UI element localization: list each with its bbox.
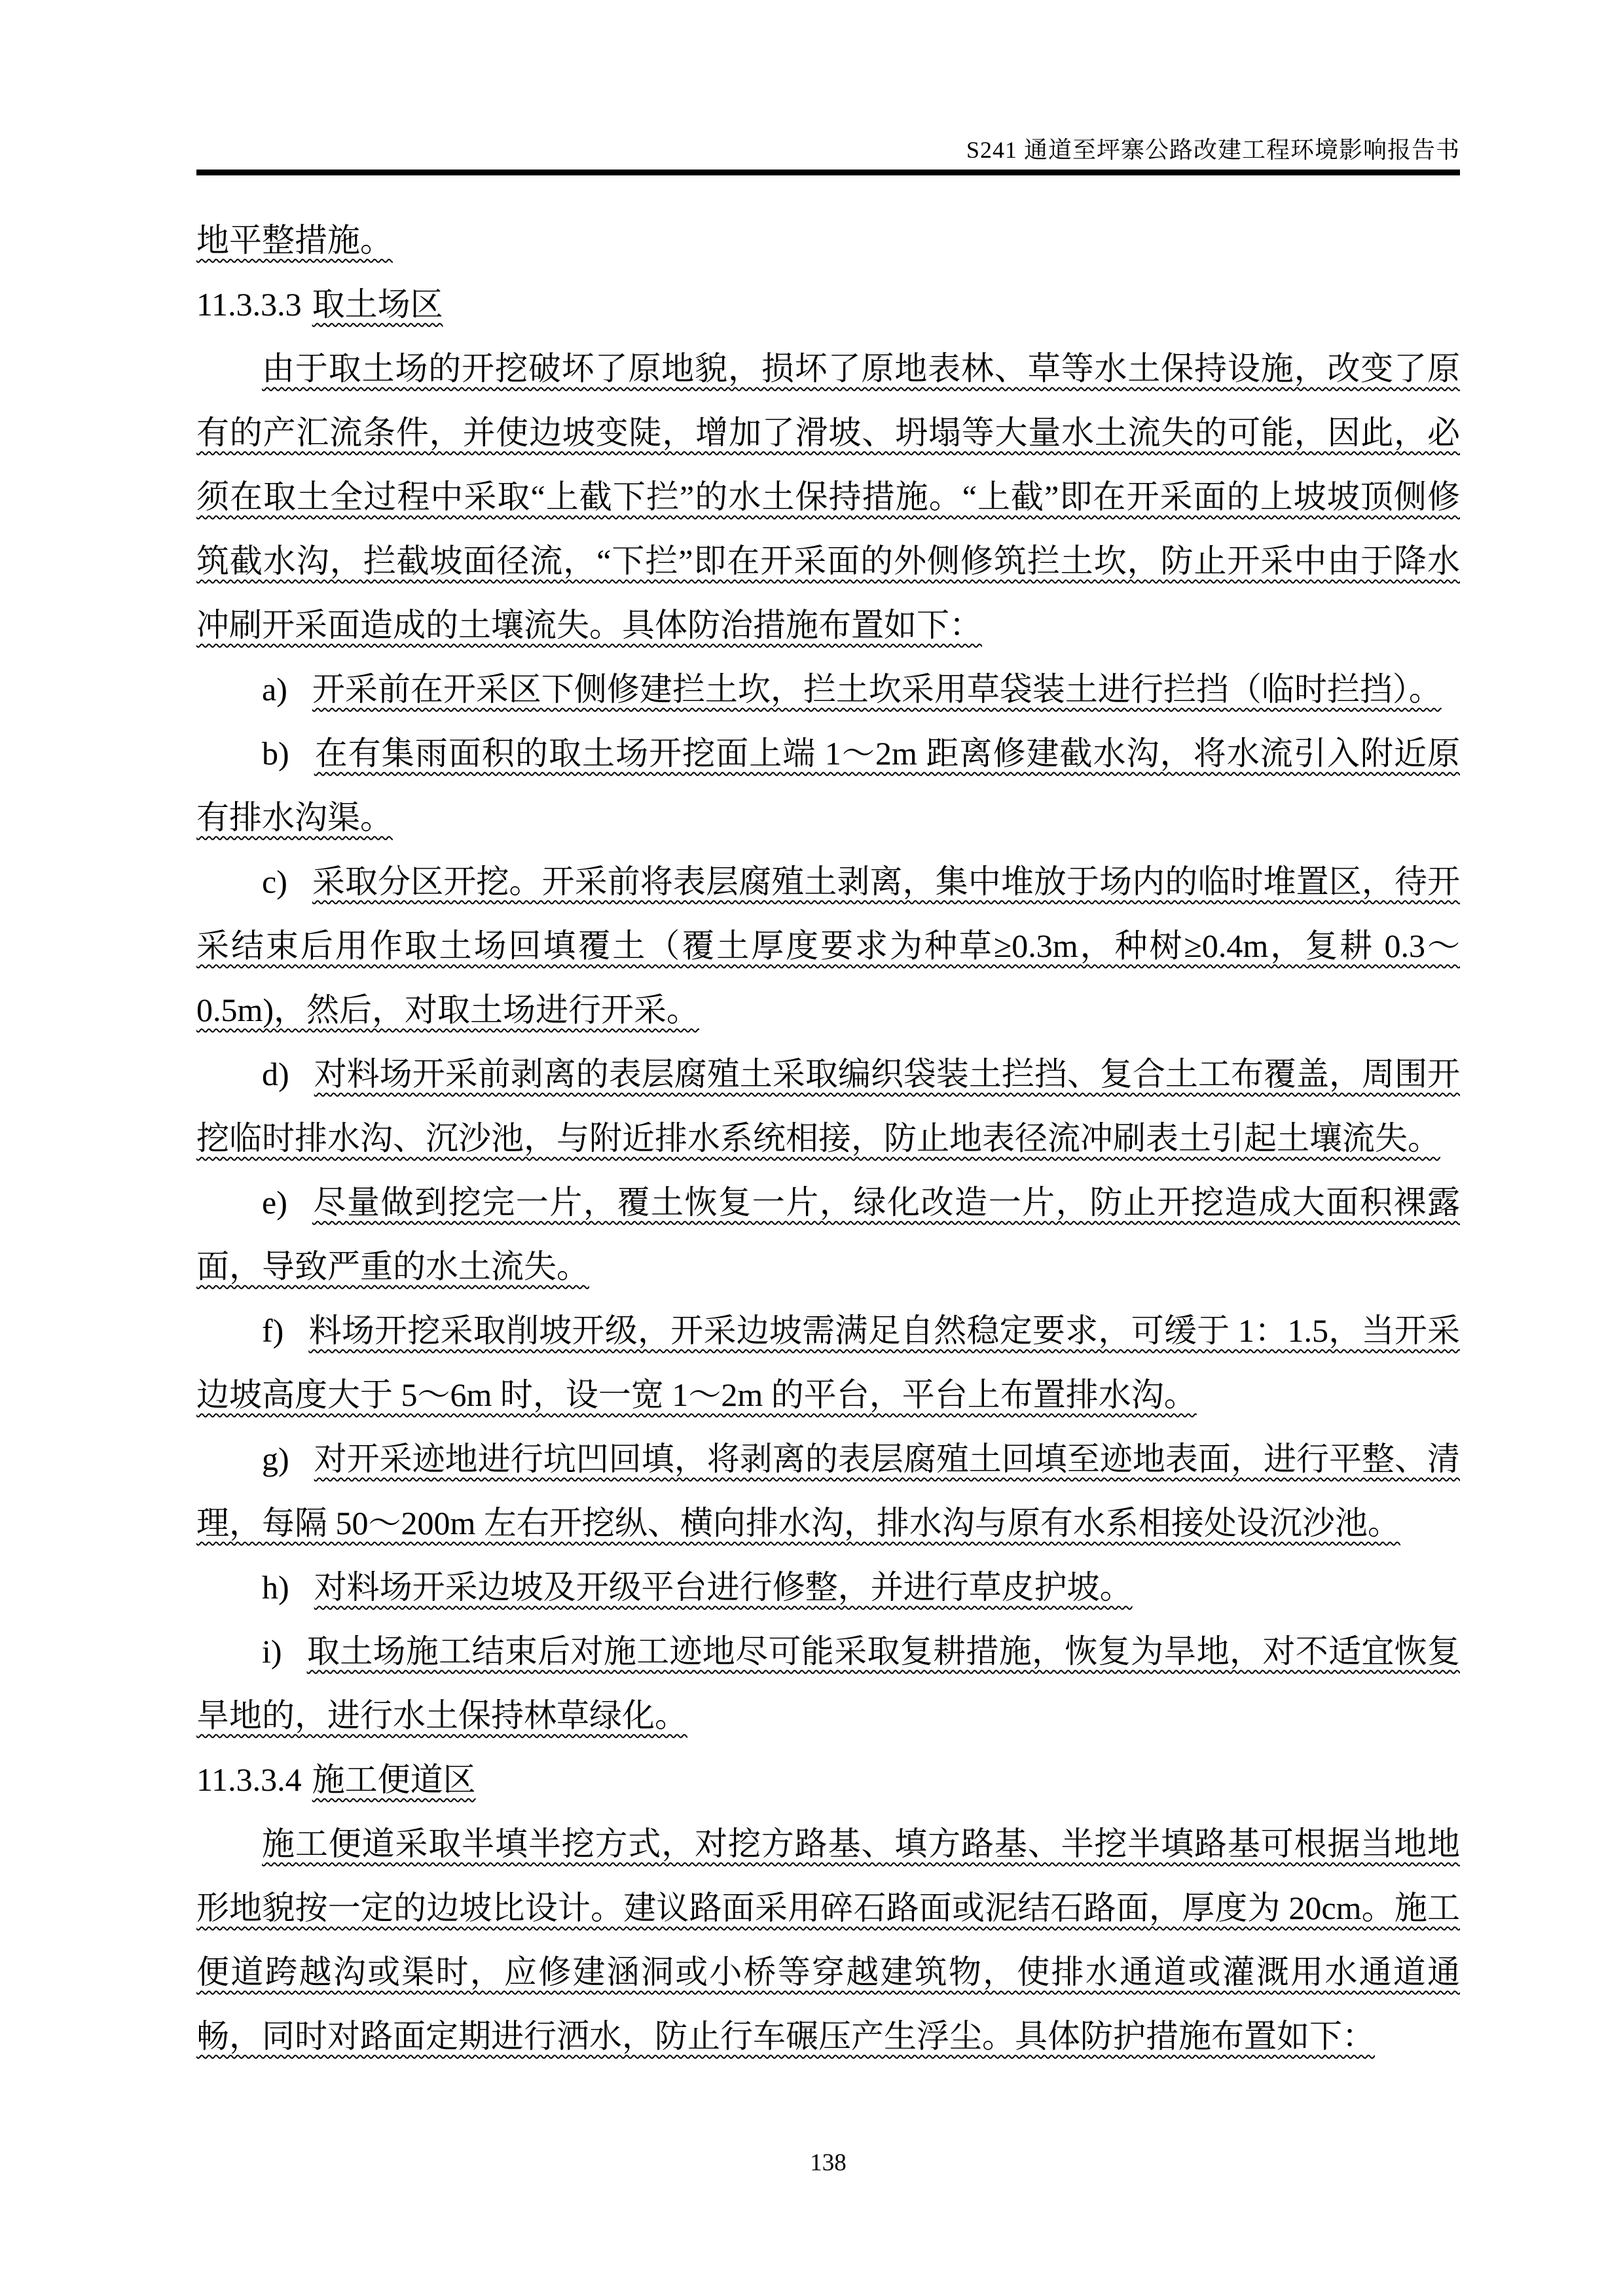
list-marker: i) <box>262 1633 282 1670</box>
paragraph-text: 对开采迹地进行坑凹回填，将剥离的表层腐殖土回填至迹地表面，进行平整、清理，每隔 50～200m 左右开挖纵、横向排水沟，排水沟与原有水系相接处设沉沙池。 <box>196 1441 1460 1541</box>
paragraph-text: 对料场开采前剥离的表层腐殖土采取编织袋装土拦挡、复合土工布覆盖，周围开挖临时排水沟、沉沙池，与附近排水系统相接，防止地表径流冲刷表土引起土壤流失。 <box>196 1056 1460 1157</box>
list-item <box>196 1299 1460 1427</box>
list-marker: b) <box>262 735 289 772</box>
list-item <box>196 657 1460 721</box>
list-item <box>196 1170 1460 1299</box>
list-marker: f) <box>262 1312 284 1349</box>
list-marker: g) <box>262 1441 289 1477</box>
heading-title: 施工便道区 <box>312 1761 476 1798</box>
paragraph-text: 开采前在开采区下侧修建拦土坎，拦土坎采用草袋装土进行拦挡（临时拦挡）。 <box>312 671 1442 708</box>
paragraph-text: 由于取土场的开挖破坏了原地貌，损坏了原地表林、草等水土保持设施，改变了原有的产汇流条件，并使边坡变陡，增加了滑坡、坍塌等大量水土流失的可能，因此，必须在取土全过程中采取“上截下拦”的水土保持措施。“上截”即在开采面的上坡坡顶侧修筑截水沟，拦截坡面径流，“下拦”即在开采面的外侧修筑拦土坎，防止开采中由于降水冲刷开采面造成的土壤流失。具体防治措施布置如下： <box>196 350 1460 643</box>
list-item <box>196 1042 1460 1170</box>
heading <box>196 272 1460 336</box>
heading-number: 11.3.3.4 <box>196 1761 302 1798</box>
list-marker: d) <box>262 1056 289 1092</box>
list-marker: a) <box>262 671 287 708</box>
header-title: S241 通道至坪寨公路改建工程环境影响报告书 <box>966 137 1460 163</box>
paragraph-text: 地平整措施。 <box>196 222 393 259</box>
page-number: 138 <box>810 2149 847 2176</box>
heading-number: 11.3.3.3 <box>196 286 302 323</box>
header-rule <box>196 170 1460 175</box>
list-item <box>196 721 1460 850</box>
list-marker: h) <box>262 1569 289 1605</box>
paragraph-text: 在有集雨面积的取土场开挖面上端 1～2m 距离修建截水沟，将水流引入附近原有排水沟渠。 <box>196 735 1460 836</box>
paragraph-text: 施工便道采取半填半挖方式，对挖方路基、填方路基、半挖半填路基可根据当地地形地貌按一定的边坡比设计。建议路面采用碎石路面或泥结石路面，厚度为 20cm。施工便道跨越沟或渠时，应修建涵洞或小桥等穿越建筑物，使排水通道或灌溉用水通道通畅，同时对路面定期进行洒水，防止行车碾压产生浮尘。具体防护措施布置如下： <box>196 1825 1460 2054</box>
list-marker: c) <box>262 863 287 900</box>
list-item <box>196 1427 1460 1555</box>
list-marker: e) <box>262 1184 287 1221</box>
list-item <box>196 1619 1460 1748</box>
document-body <box>196 208 1460 2068</box>
paragraph <box>196 1812 1460 2068</box>
paragraph-text: 取土场施工结束后对施工迹地尽可能采取复耕措施，恢复为旱地，对不适宜恢复旱地的，进行水土保持林草绿化。 <box>196 1633 1460 1734</box>
paragraph-text: 尽量做到挖完一片，覆土恢复一片，绿化改造一片，防止开挖造成大面积裸露面，导致严重的水土流失。 <box>196 1184 1460 1285</box>
paragraph <box>196 336 1460 657</box>
heading <box>196 1748 1460 1812</box>
page-footer <box>196 2148 1460 2178</box>
paragraph-text: 料场开挖采取削坡开级，开采边坡需满足自然稳定要求，可缓于 1：1.5，当开采边坡高度大于 5～6m 时，设一宽 1～2m 的平台，平台上布置排水沟。 <box>196 1312 1460 1413</box>
paragraph-text: 对料场开采边坡及开级平台进行修整，并进行草皮护坡。 <box>314 1569 1133 1605</box>
heading-title: 取土场区 <box>312 286 443 323</box>
continuation <box>196 208 1460 272</box>
list-item <box>196 1555 1460 1619</box>
paragraph-text: 采取分区开挖。开采前将表层腐殖土剥离，集中堆放于场内的临时堆置区，待开采结束后用作取土场回填覆土（覆土厚度要求为种草≥0.3m，种树≥0.4m，复耕 0.3～0.5m)，然后，对取土场进行开采。 <box>196 863 1460 1028</box>
list-item <box>196 850 1460 1042</box>
